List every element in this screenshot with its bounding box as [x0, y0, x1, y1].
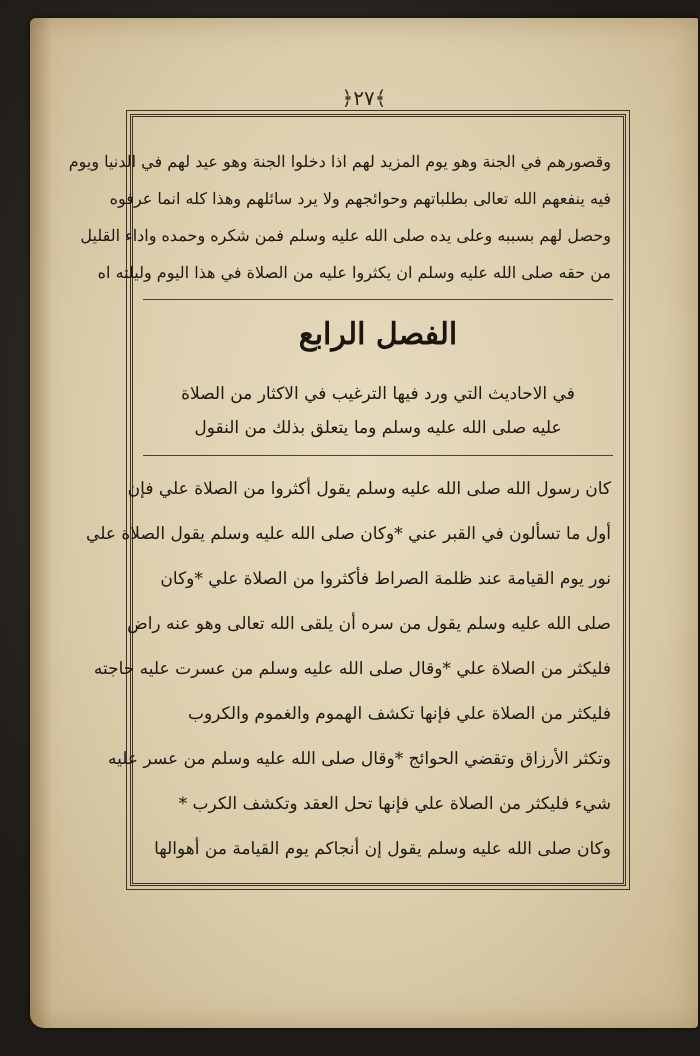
- text-line: وتكثر الأرزاق وتقضي الحوائج *وقال صلى الله عليه وسلم من عسر عليه: [108, 749, 611, 769]
- text-line: شيء فليكثر من الصلاة علي فإنها تحل العقد وتكشف الكرب *: [178, 794, 611, 814]
- section-divider-top: [143, 299, 613, 300]
- text-border-frame: [68, 114, 626, 886]
- text-line: من حقه صلى الله عليه وسلم ان يكثروا عليه من الصلاة في هذا اليوم وليلته اه: [97, 263, 611, 282]
- text-line: نور يوم القيامة عند ظلمة الصراط فأكثروا من الصلاة علي *وكان: [160, 569, 611, 589]
- chapter-subtitle-line: في الاحاديث التي ورد فيها الترغيب في الاكثار من الصلاة: [181, 384, 575, 404]
- text-line: وقصورهم في الجنة وهو يوم المزيد لهم اذا دخلوا الجنة وهو عيد لهم في الدنيا ويوم: [68, 152, 611, 171]
- text-line: وحصل لهم بسببه وعلى يده صلى الله عليه وسلم فمن شكره وحمده واداء القليل: [80, 226, 611, 245]
- text-line: فليكثر من الصلاة علي فإنها تكشف الهموم والغموم والكروب: [187, 704, 611, 724]
- section-divider-bottom: [143, 455, 613, 456]
- intro-paragraph: [68, 143, 611, 291]
- text-line: كان رسول الله صلى الله عليه وسلم يقول أكثروا من الصلاة علي فإن: [127, 479, 611, 499]
- manuscript-page: [30, 18, 698, 1028]
- chapter-title: الفصل الرابع: [298, 317, 458, 352]
- chapter-subtitle-line: عليه صلى الله عليه وسلم وما يتعلق بذلك من النقول: [194, 418, 562, 438]
- hadith-paragraph: [86, 467, 611, 872]
- text-line: أول ما تسألون في القبر عني *وكان صلى الله عليه وسلم يقول الصلاة علي: [86, 524, 611, 544]
- text-line: فليكثر من الصلاة علي *وقال صلى الله عليه وسلم من عسرت عليه حاجته: [93, 659, 611, 679]
- text-line: فيه ينفعهم الله تعالى بطلباتهم وحوائجهم ولا يرد سائلهم وهذا كله انما عرفوه: [109, 189, 611, 208]
- text-line: صلى الله عليه وسلم يقول من سره أن يلقى الله تعالى وهو عنه راض: [127, 614, 611, 634]
- page-number: ﴿٢٧﴾: [341, 86, 387, 110]
- text-line: وكان صلى الله عليه وسلم يقول إن أنجاكم يوم القيامة من أهوالها: [154, 839, 611, 859]
